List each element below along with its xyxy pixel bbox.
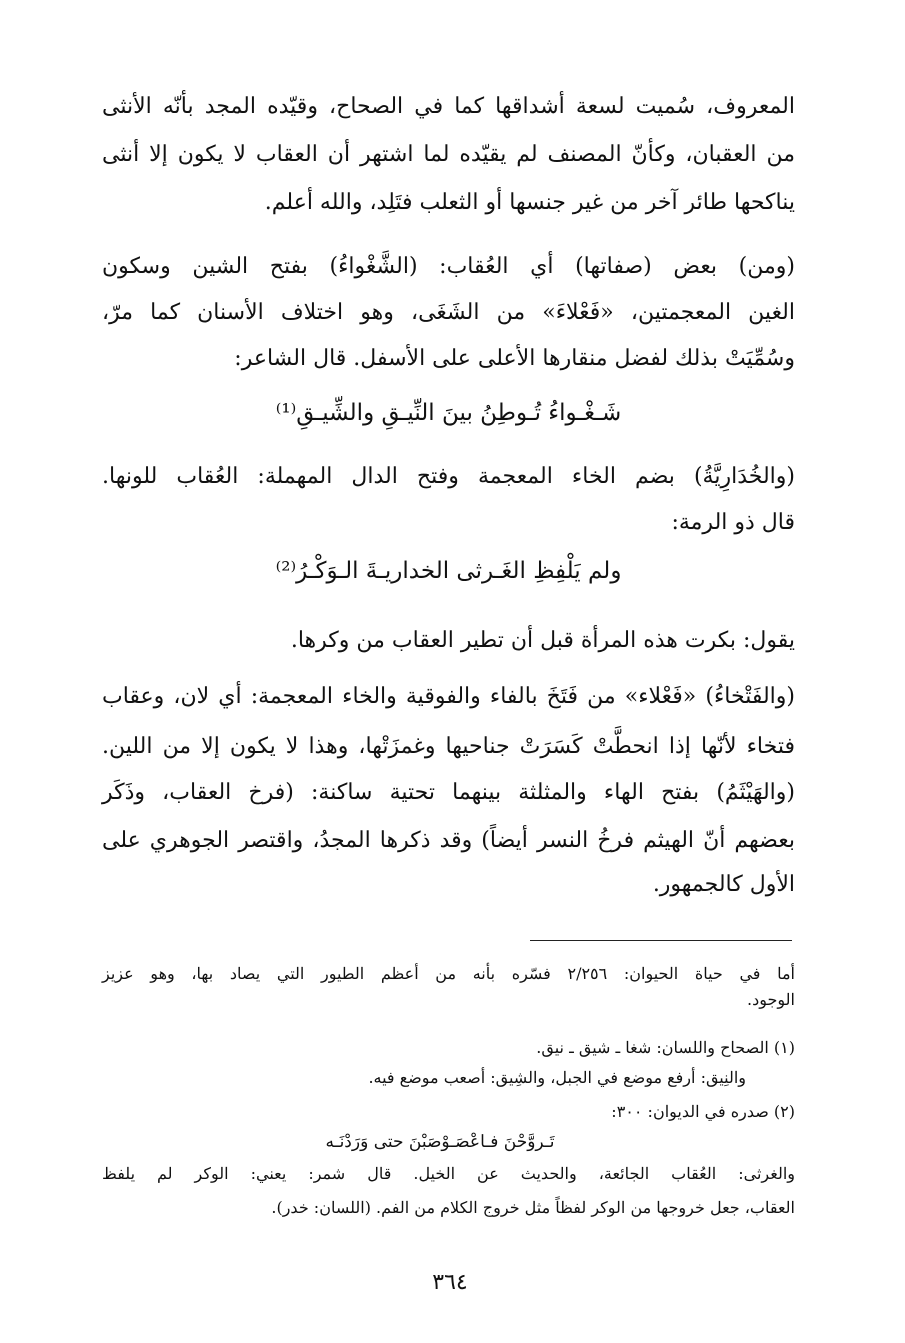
body-line-1: المعروف، سُميت لسعة أشداقها كما في الصحاح، وقيّده المجد بأنّه الأنثى xyxy=(102,94,795,119)
body-line-13: بعضهم أنّ الهيثم فرخُ النسر أيضاً) وقد ذكرها المجدُ، واقتصر الجوهري على xyxy=(102,828,795,853)
body-line-12: (والهَيْثَمُ) بفتح الهاء والمثلثة بينهما تحتية ساكنة: (فرخ العقاب، وذَكَر xyxy=(102,780,795,805)
body-line-8: قال ذو الرمة: xyxy=(671,510,795,535)
body-line-9: يقول: بكرت هذه المرأة قبل أن تطير العقاب من وكرها. xyxy=(290,628,795,653)
poem-verse-2: ولم يَلْفِظِ الغَـرثى الخداريـةَ الـوَكْـرُ⁽²⁾ xyxy=(275,558,622,584)
body-line-4: (ومن) بعض (صفاتها) أي العُقاب: (الشَّغْواءُ) بفتح الشين وسكون xyxy=(102,254,795,279)
body-line-14: الأول كالجمهور. xyxy=(652,872,795,897)
poem-verse-1: شَـغْـواءُ تُـوطِنُ بينَ النِّيـقِ والشِّيـقِ⁽¹⁾ xyxy=(275,400,622,426)
body-line-3: يناكحها طائر آخر من غير جنسها أو الثعلب فتَلِد، والله أعلم. xyxy=(264,190,795,215)
footnote-line-1: أما في حياة الحيوان: ٢/٢٥٦ فسّره بأنه من أعظم الطيور التي يصاد بها، وهو عزيز xyxy=(102,964,795,983)
page-number: ٣٦٤ xyxy=(432,1270,468,1295)
footnote-1-gloss: والنِيق: أرفع موضع في الجبل، والشِيق: أصعب موضع فيه. xyxy=(368,1068,746,1087)
body-line-5: الغين المعجمتين، «فَعْلاءَ» من الشَغَى، وهو اختلاف الأسنان كما مرّ، xyxy=(102,300,795,325)
footnote-1: (١) الصحاح واللسان: شغا ـ شيق ـ نيق. xyxy=(536,1038,795,1057)
body-line-6: وسُمِّيَتْ بذلك لفضل منقارها الأعلى على الأسفل. قال الشاعر: xyxy=(234,346,795,371)
footnote-line-7: والغرثى: العُقاب الجائعة، والحديث عن الخيل. قال شمر: يعني: الوكر لم يلفظ xyxy=(102,1164,795,1183)
body-line-11: فتخاء لأنّها إذا انحطَّتْ كَسَرَتْ جناحيها وغمزَتْها، وهذا لا يكون إلا من اللين. xyxy=(102,734,795,759)
footnote-2: (٢) صدره في الديوان: ٣٠٠: xyxy=(611,1102,795,1121)
body-line-7: (والخُدَارِيَّةُ) بضم الخاء المعجمة وفتح الدال المهملة: العُقاب للونها. xyxy=(102,464,795,489)
footnote-separator xyxy=(530,940,792,941)
footnote-line-2: الوجود. xyxy=(747,990,795,1009)
footnote-2-verse: تَـروَّحْنَ فـاعْصَـوْصَبْنَ حتى وَرَدْنَـه xyxy=(325,1132,555,1152)
body-line-2: من العقبان، وكأنّ المصنف لم يقيّده لما اشتهر أن العقاب لا يكون إلا أنثى xyxy=(102,142,795,167)
body-line-10: (والفَتْخاءُ) «فَعْلاء» من فَتَخَ بالفاء والفوقية والخاء المعجمة: أي لان، وعقاب xyxy=(102,684,795,709)
footnote-line-8: العقاب، جعل خروجها من الوكر لفظاً مثل خروج الكلام من الفم. (اللسان: خدر). xyxy=(271,1198,795,1217)
